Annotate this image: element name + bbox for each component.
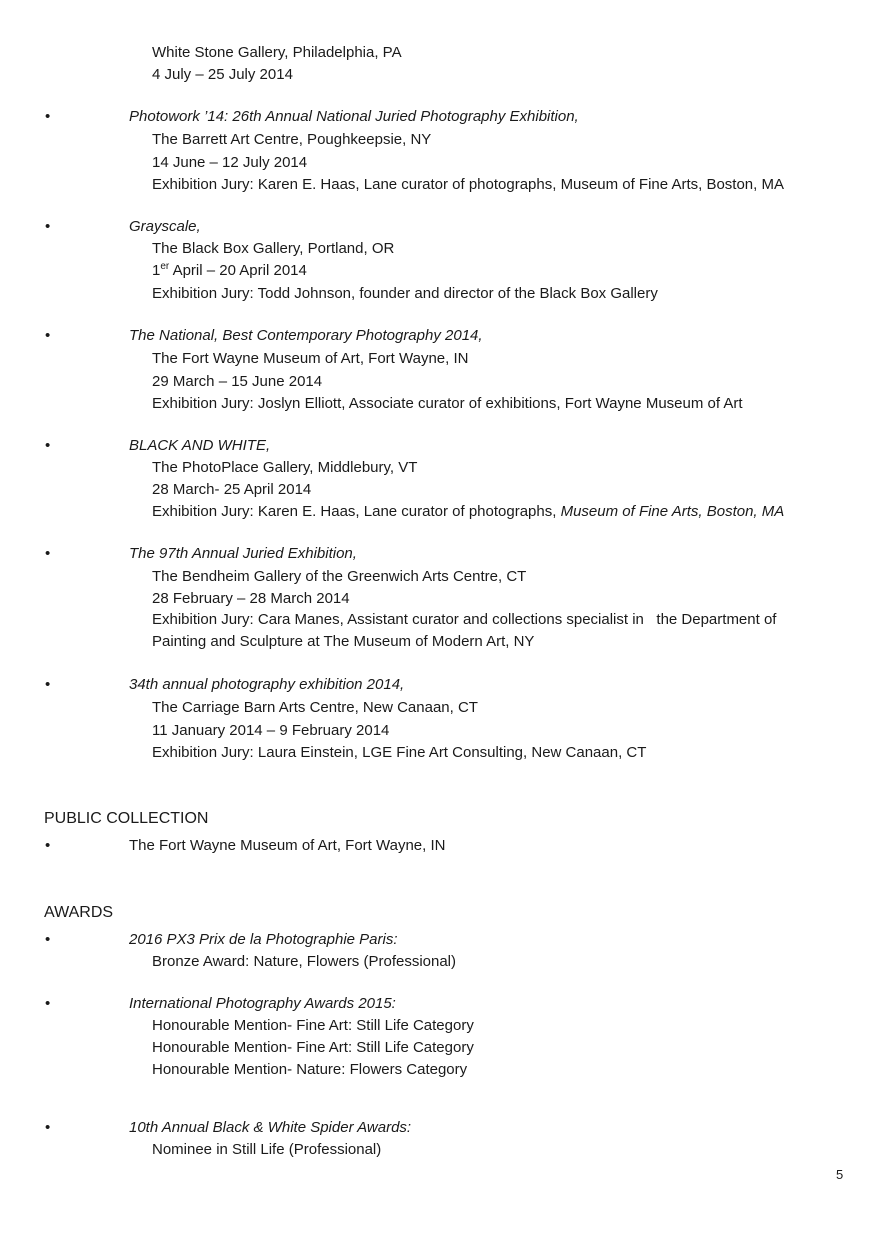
award-line: Honourable Mention- Nature: Flowers Category	[152, 1061, 468, 1078]
exhibition-title: The 97th Annual Juried Exhibition,	[129, 545, 357, 562]
exhibition-jury-line1: Exhibition Jury: Cara Manes, Assistant curator and collections specialist in the Department of	[152, 611, 777, 628]
exhibition-venue: The Bendheim Gallery of the Greenwich Arts Centre, CT	[152, 568, 527, 585]
bullet: •	[45, 676, 51, 693]
exhibition-title: 34th annual photography exhibition 2014,	[129, 676, 405, 693]
exhibition-dates: 29 March – 15 June 2014	[152, 373, 323, 390]
award-line: Honourable Mention- Fine Art: Still Life Category	[152, 1017, 474, 1034]
exhibition-dates: 28 March- 25 April 2014	[152, 481, 312, 498]
exhibition-venue: The Barrett Art Centre, Poughkeepsie, NY	[152, 131, 432, 148]
exhibition-venue: The Carriage Barn Arts Centre, New Canaan, CT	[152, 699, 478, 716]
exhibition-jury: Exhibition Jury: Joslyn Elliott, Associate curator of exhibitions, Fort Wayne Museum of Art	[152, 395, 743, 412]
award-line: Bronze Award: Nature, Flowers (Professional)	[152, 953, 457, 970]
award-title: International Photography Awards 2015:	[129, 995, 396, 1012]
dates-day: 1	[152, 262, 161, 279]
bullet: •	[45, 327, 51, 344]
jury-italic: Museum of Fine Arts, Boston, MA	[560, 503, 785, 520]
exhibition-title: Grayscale,	[129, 218, 201, 235]
award-line: Nominee in Still Life (Professional)	[152, 1141, 382, 1158]
exhibition-venue: The Fort Wayne Museum of Art, Fort Wayne, IN	[152, 350, 469, 367]
dates-rest: April – 20 April 2014	[169, 262, 307, 279]
section-heading-awards: AWARDS	[44, 904, 114, 921]
award-line: Honourable Mention- Fine Art: Still Life Category	[152, 1039, 474, 1056]
bullet: •	[45, 931, 51, 948]
section-heading-public-collection: PUBLIC COLLECTION	[44, 810, 209, 827]
exhibition-venue: The PhotoPlace Gallery, Middlebury, VT	[152, 459, 418, 476]
exhibition-jury: Exhibition Jury: Laura Einstein, LGE Fine Art Consulting, New Canaan, CT	[152, 744, 647, 761]
bullet: •	[45, 108, 51, 125]
collection-item: The Fort Wayne Museum of Art, Fort Wayne, IN	[129, 837, 446, 854]
exhibition-venue: The Black Box Gallery, Portland, OR	[152, 240, 395, 257]
bullet: •	[45, 437, 51, 454]
exhibition-dates: 28 February – 28 March 2014	[152, 590, 350, 607]
exhibition-title: Photowork ’14: 26th Annual National Juried Photography Exhibition,	[129, 108, 579, 125]
award-title: 10th Annual Black & White Spider Awards:	[129, 1119, 412, 1136]
exhibition-jury-line2: Painting and Sculpture at The Museum of Modern Art, NY	[152, 633, 535, 650]
bullet: •	[45, 995, 51, 1012]
exhibition-dates: 14 June – 12 July 2014	[152, 154, 308, 171]
bullet: •	[45, 1119, 51, 1136]
exhibition-title: The National, Best Contemporary Photography 2014,	[129, 327, 483, 344]
bullet: •	[45, 545, 51, 562]
exhibition-dates	[152, 260, 307, 282]
exhibition-dates: 11 January 2014 – 9 February 2014	[152, 722, 390, 739]
intro-venue: White Stone Gallery, Philadelphia, PA	[152, 44, 402, 61]
exhibition-title: BLACK AND WHITE,	[129, 437, 271, 454]
award-title: 2016 PX3 Prix de la Photographie Paris:	[129, 931, 398, 948]
bullet: •	[45, 837, 51, 854]
exhibition-jury: Exhibition Jury: Karen E. Haas, Lane curator of photographs, Museum of Fine Arts, Boston, MA	[152, 176, 784, 193]
intro-dates: 4 July – 25 July 2014	[152, 66, 293, 83]
bullet: •	[45, 218, 51, 235]
dates-sup: er	[160, 261, 170, 272]
exhibition-jury	[152, 501, 784, 523]
exhibition-jury: Exhibition Jury: Todd Johnson, founder and director of the Black Box Gallery	[152, 285, 658, 302]
page-number: 5	[836, 1167, 844, 1182]
jury-plain: Exhibition Jury: Karen E. Haas, Lane curator of photographs,	[152, 503, 561, 520]
